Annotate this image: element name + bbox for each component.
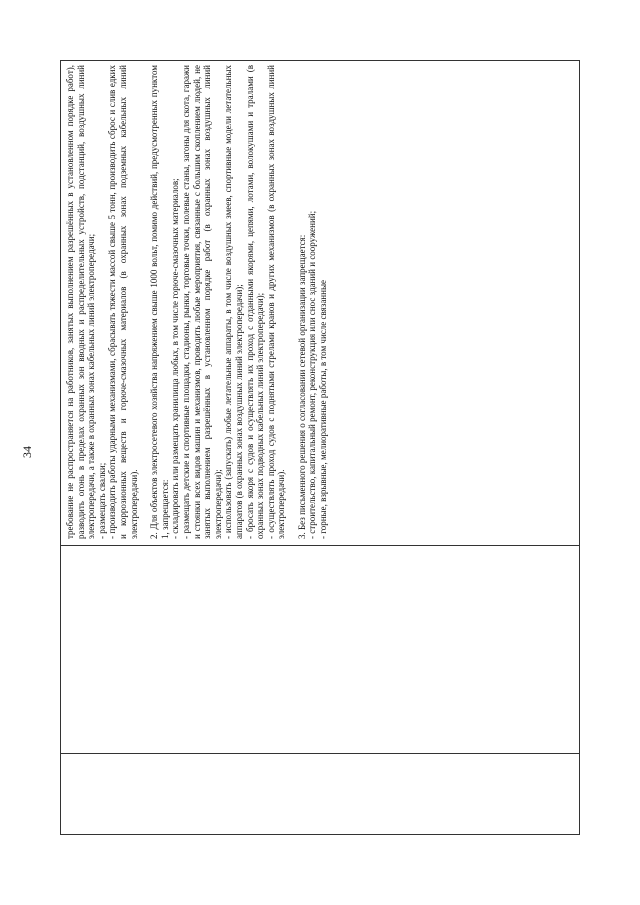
paragraph: 3. Без письменного решения о согласовании сетевой организации запрещается: xyxy=(296,234,307,539)
list-item: - осуществлять проход судов с поднятыми стрелами кранов и других механизмов (в охранных зонах воздушных линий электропередачи). xyxy=(265,65,287,539)
list-item: - размещать свалки; xyxy=(96,462,107,539)
list-item: - бросать якоря с судов и осуществлять их проход с отданными якорями, цепями, лотами, волокушами и тралами (в охранных зонах подводных кабельных линий электропередачи); xyxy=(244,65,266,539)
page-number: 34 xyxy=(20,446,34,458)
list-item: - использовать (запускать) любые летательные аппараты, в том числе воздушных змеев, спортивные модели летательных аппаратов (в охранных зонах воздушных линий электропередачи); xyxy=(223,65,244,539)
list-item: - складировать или размещать хранилища любых, в том числе горюче-смазочных материалов; xyxy=(170,178,181,539)
list-item: - строительство, капитальный ремонт, реконструкция или снос зданий и сооружений; xyxy=(307,210,318,539)
table-divider xyxy=(61,545,579,546)
restrictions-text-cell xyxy=(61,59,580,545)
paragraph: 2. Для объектов электросетевого хозяйства напряжением свыше 1000 вольт, помимо действий, предусмотренных пунктом 1, запрещается: xyxy=(149,65,170,539)
list-item: - производить работы ударными механизмами, сбрасывать тяжести массой свыше 5 тонн, производить сброс и слив едких и коррозионных веществ и горюче-смазочных материалов (в охранных зонах подземных кабельных линий электропередачи). xyxy=(107,65,139,539)
restrictions-table xyxy=(60,60,580,835)
list-item: - размещать детские и спортивные площадки, стадионы, рынки, торговые точки, полевые станы, загоны для скота, гаражи и стоянки всех видов машин и механизмов, проводить любые мероприятия, связанные с большим скоплением людей, не занятых выполнением разрешённых в установленном порядке работ (в охранных зонах воздушных линий электропередачи); xyxy=(180,65,223,539)
paragraph: требование не распространяется на работников, занятых выполнением разрешённых в установленном порядке работ), разводить огонь в пределах охранных зон вводных и распределительных устройств, подстанций, воздушных линий электропередачи, а также в охранных зонах кабельных линий электропередачи; xyxy=(65,65,97,539)
table-divider xyxy=(61,753,579,754)
spacer xyxy=(287,65,297,539)
spacer xyxy=(139,65,149,539)
list-item: - горные, взрывные, мелиоративные работы, в том числе связанные xyxy=(318,280,329,539)
